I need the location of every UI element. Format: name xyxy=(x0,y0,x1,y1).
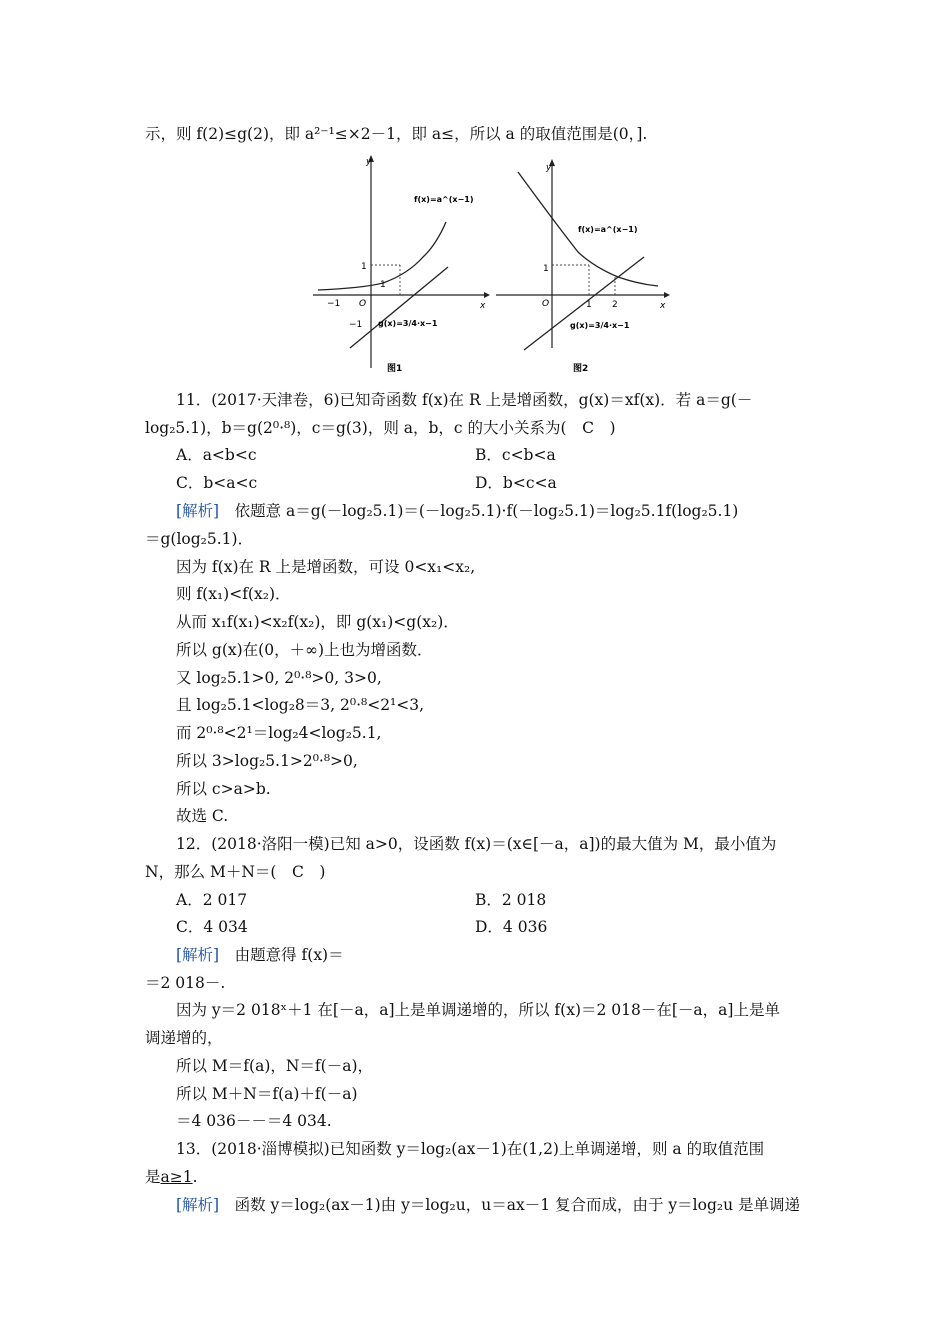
solution-tag: [解析] xyxy=(176,946,220,964)
q12-stem-line2: N，那么 M＋N＝( C ) xyxy=(145,863,326,881)
origin-label: O xyxy=(359,299,367,309)
q12-solution-line4: 调递增的， xyxy=(145,1029,223,1047)
caption-fig1: 图1 xyxy=(387,364,403,374)
g-label: g(x)=3/4·x−1 xyxy=(570,321,630,330)
tick-one-x: 1 xyxy=(586,300,592,310)
q11-option-d: D．b<c<a xyxy=(475,474,557,492)
tick-neg1-y: −1 xyxy=(349,320,363,330)
x-axis-arrow-icon xyxy=(484,292,490,298)
tick-one-y: 1 xyxy=(543,264,549,274)
q11-solution-line7: 又 log₂5.1>0, 2⁰·⁸>0, 3>0, xyxy=(176,669,382,687)
q13-stem-line2: 是a≥1. xyxy=(145,1168,198,1186)
q12-option-a: A．2 017 xyxy=(176,891,248,909)
q12-option-d: D．4 036 xyxy=(475,918,548,936)
q11-stem-line2: log₂5.1)，b＝g(2⁰·⁸)，c＝g(3)，则 a，b，c 的大小关系为( C ) xyxy=(145,419,616,437)
q13-solution-line1: [解析] 函数 y＝log₂(ax－1)由 y＝log₂u，u＝ax－1 复合而成，由于 y＝log₂u 是单调递 xyxy=(176,1196,801,1214)
graph-1 xyxy=(313,155,490,374)
q12-option-c: C．4 034 xyxy=(176,918,248,936)
q11-option-a: A．a<b<c xyxy=(176,446,257,464)
tick-neg1-x: −1 xyxy=(327,299,341,309)
axis-x-label: x xyxy=(480,301,486,311)
solution-tag: [解析] xyxy=(176,502,220,520)
axis-x-label: x xyxy=(660,301,666,311)
q11-solution-line4: 则 f(x₁)<f(x₂)． xyxy=(176,585,291,603)
q12-option-b: B．2 018 xyxy=(475,891,547,909)
axis-y-label: y xyxy=(546,163,552,173)
q11-option-b: B．c<b<a xyxy=(475,446,556,464)
q11-solution-line6: 所以 g(x)在(0，＋∞)上也为增函数． xyxy=(176,641,433,659)
tick-one-y: 1 xyxy=(361,262,367,272)
q13-answer: a≥1 xyxy=(160,1168,193,1186)
function-graphs-figure xyxy=(308,150,678,380)
q11-solution-line5: 从而 x₁f(x₁)<x₂f(x₂)，即 g(x₁)<g(x₂)． xyxy=(176,613,459,631)
f-label: f(x)=a^(x−1) xyxy=(578,225,638,234)
q12-solution-line5: 所以 M＝f(a)，N＝f(－a)， xyxy=(176,1057,374,1075)
q11-solution-line10: 所以 3>log₂5.1>2⁰·⁸>0, xyxy=(176,752,358,770)
q11-solution-line11: 所以 c>a>b. xyxy=(176,780,271,798)
x-axis-arrow-icon xyxy=(664,292,670,298)
q12-solution-line1: [解析] 由题意得 f(x)＝ xyxy=(176,946,344,964)
origin-label: O xyxy=(542,299,550,309)
q11-option-c: C．b<a<c xyxy=(176,474,258,492)
q11-stem-line1: 11．(2017·天津卷，6)已知奇函数 f(x)在 R 上是增函数，g(x)＝xf(x)．若 a＝g(－ xyxy=(176,391,753,409)
solution-tag: [解析] xyxy=(176,1196,220,1214)
line-intro: 示，则 f(2)≤g(2)，即 a²⁻¹≤×2－1，即 a≤，所以 a 的取值范围是(0，]. xyxy=(145,125,648,143)
q12-solution-line7: ＝4 036－－＝4 034. xyxy=(176,1112,332,1130)
q12-solution-line2: ＝2 018－. xyxy=(145,974,226,992)
q11-solution-line1: [解析] 依题意 a＝g(－log₂5.1)＝(－log₂5.1)·f(－log₂5.1)＝log₂5.1f(log₂5.1) xyxy=(176,502,739,520)
q11-solution-line2: ＝g(log₂5.1)． xyxy=(145,530,254,548)
q11-solution-line9: 而 2⁰·⁸<2¹＝log₂4<log₂5.1, xyxy=(176,724,382,742)
caption-fig2: 图2 xyxy=(573,364,589,374)
q12-solution-line3: 因为 y＝2 018ˣ＋1 在[－a，a]上是单调递增的，所以 f(x)＝2 018－在[－a，a]上是单 xyxy=(176,1001,780,1019)
q12-stem-line1: 12．(2018·洛阳一模)已知 a>0，设函数 f(x)＝(x∈[－a，a])的最大值为 M，最小值为 xyxy=(176,835,777,853)
q12-solution-line6: 所以 M＋N＝f(a)＋f(－a) xyxy=(176,1085,358,1103)
tick-two-x: 2 xyxy=(612,300,618,310)
q13-stem-line1: 13．(2018·淄博模拟)已知函数 y＝log₂(ax－1)在(1,2)上单调递增，则 a 的取值范围 xyxy=(176,1140,765,1158)
q11-solution-line8: 且 log₂5.1<log₂8＝3, 2⁰·⁸<2¹<3, xyxy=(176,696,425,714)
f-label: f(x)=a^(x−1) xyxy=(414,195,474,204)
g-label: g(x)=3/4·x−1 xyxy=(378,319,438,328)
q11-solution-line3: 因为 f(x)在 R 上是增函数，可设 0<x₁<x₂, xyxy=(176,558,476,576)
axis-y-label: y xyxy=(366,157,372,167)
graph-2 xyxy=(496,159,670,374)
tick-one-x: 1 xyxy=(380,280,386,290)
q11-solution-line12: 故选 C. xyxy=(176,807,229,825)
